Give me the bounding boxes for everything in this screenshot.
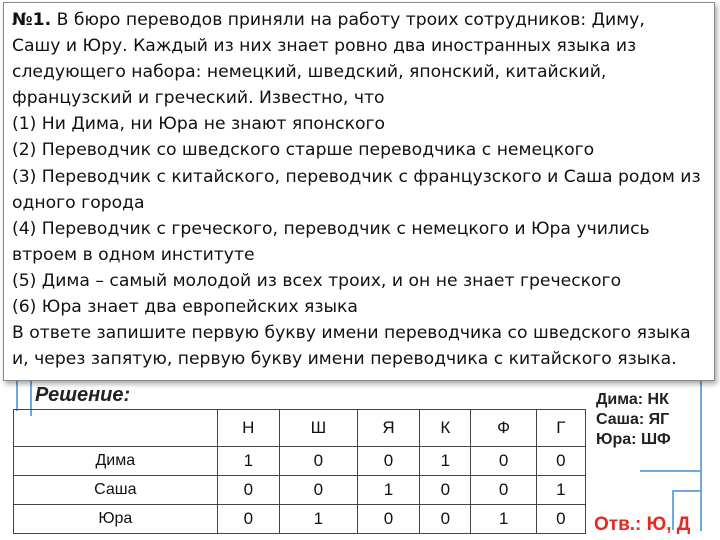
solution-table [13,409,586,534]
language-summary [596,390,671,450]
problem-number: №1. [12,10,52,30]
table-cell: 0 [471,447,536,476]
table-cell: 0 [357,505,419,534]
row-name: Саша [14,476,218,505]
table-cell: 0 [536,447,585,476]
table-cell: 1 [536,476,585,505]
column-header: Н [217,410,279,447]
table-cell: 0 [420,505,471,534]
row-name: Юра [14,505,218,534]
problem-line: следующего набора: немецкий, шведский, японский, китайский, [12,62,607,83]
table-cell: 0 [217,476,279,505]
problem-line-1 [12,7,708,33]
table-cell: 1 [357,476,419,505]
table-cell: 0 [279,476,357,505]
condition-line: (1) Ни Дима, ни Юра не знают японского [12,114,386,135]
summary-line: Саша: ЯГ [596,411,670,428]
table-header-row [14,410,586,447]
background-line [672,490,702,492]
column-header: К [420,410,471,447]
background-line [16,381,18,411]
problem-text: В бюро переводов приняли на работу троих сотрудников: Диму, [56,10,645,30]
answer-text: Отв.: Ю, Д [594,514,691,535]
condition-line: (6) Юра знает два европейских языка [12,297,358,318]
background-line [640,470,702,472]
condition-line: одного города [12,192,145,213]
summary-line: Юра: ШФ [596,431,671,448]
solution-title: Решение: [35,384,131,406]
table-cell: 0 [471,476,536,505]
table-cell: 1 [279,505,357,534]
column-header: Ш [279,410,357,447]
column-header: Я [357,410,419,447]
table-cell: 1 [471,505,536,534]
table-cell: 0 [536,505,585,534]
table-row [14,476,586,505]
table-cell: 1 [217,447,279,476]
condition-line: (4) Переводчик с греческого, переводчик с немецкого и Юра учились [12,218,650,239]
table-cell: 0 [357,447,419,476]
table-cell: 0 [420,476,471,505]
table-cell: 0 [217,505,279,534]
background-line [700,381,702,531]
instruction-line: и, через запятую, первую букву имени переводчика с китайского языка. [12,349,677,370]
table-row [14,447,586,476]
condition-line: втроем в одном институте [12,244,255,265]
summary-line: Дима: НК [596,391,669,408]
table-cell: 0 [279,447,357,476]
problem-statement [3,2,715,381]
problem-line: Сашу и Юру. Каждый из них знает ровно два иностранных языка из [12,36,637,57]
corner-cell [14,410,218,447]
condition-line: (3) Переводчик с китайского, переводчик с французского и Саша родом из [12,166,701,187]
column-header: Ф [471,410,536,447]
table-row [14,505,586,534]
row-name: Дима [14,447,218,476]
column-header: Г [536,410,585,447]
problem-line: французский и греческий. Известно, что [12,88,385,109]
condition-line: (2) Переводчик со шведского старше переводчика с немецкого [12,140,595,161]
table-cell: 1 [420,447,471,476]
instruction-line: В ответе запишите первую букву имени переводчика со шведского языка [12,323,691,344]
condition-line: (5) Дима – самый молодой из всех троих, и он не знает греческого [12,270,622,291]
